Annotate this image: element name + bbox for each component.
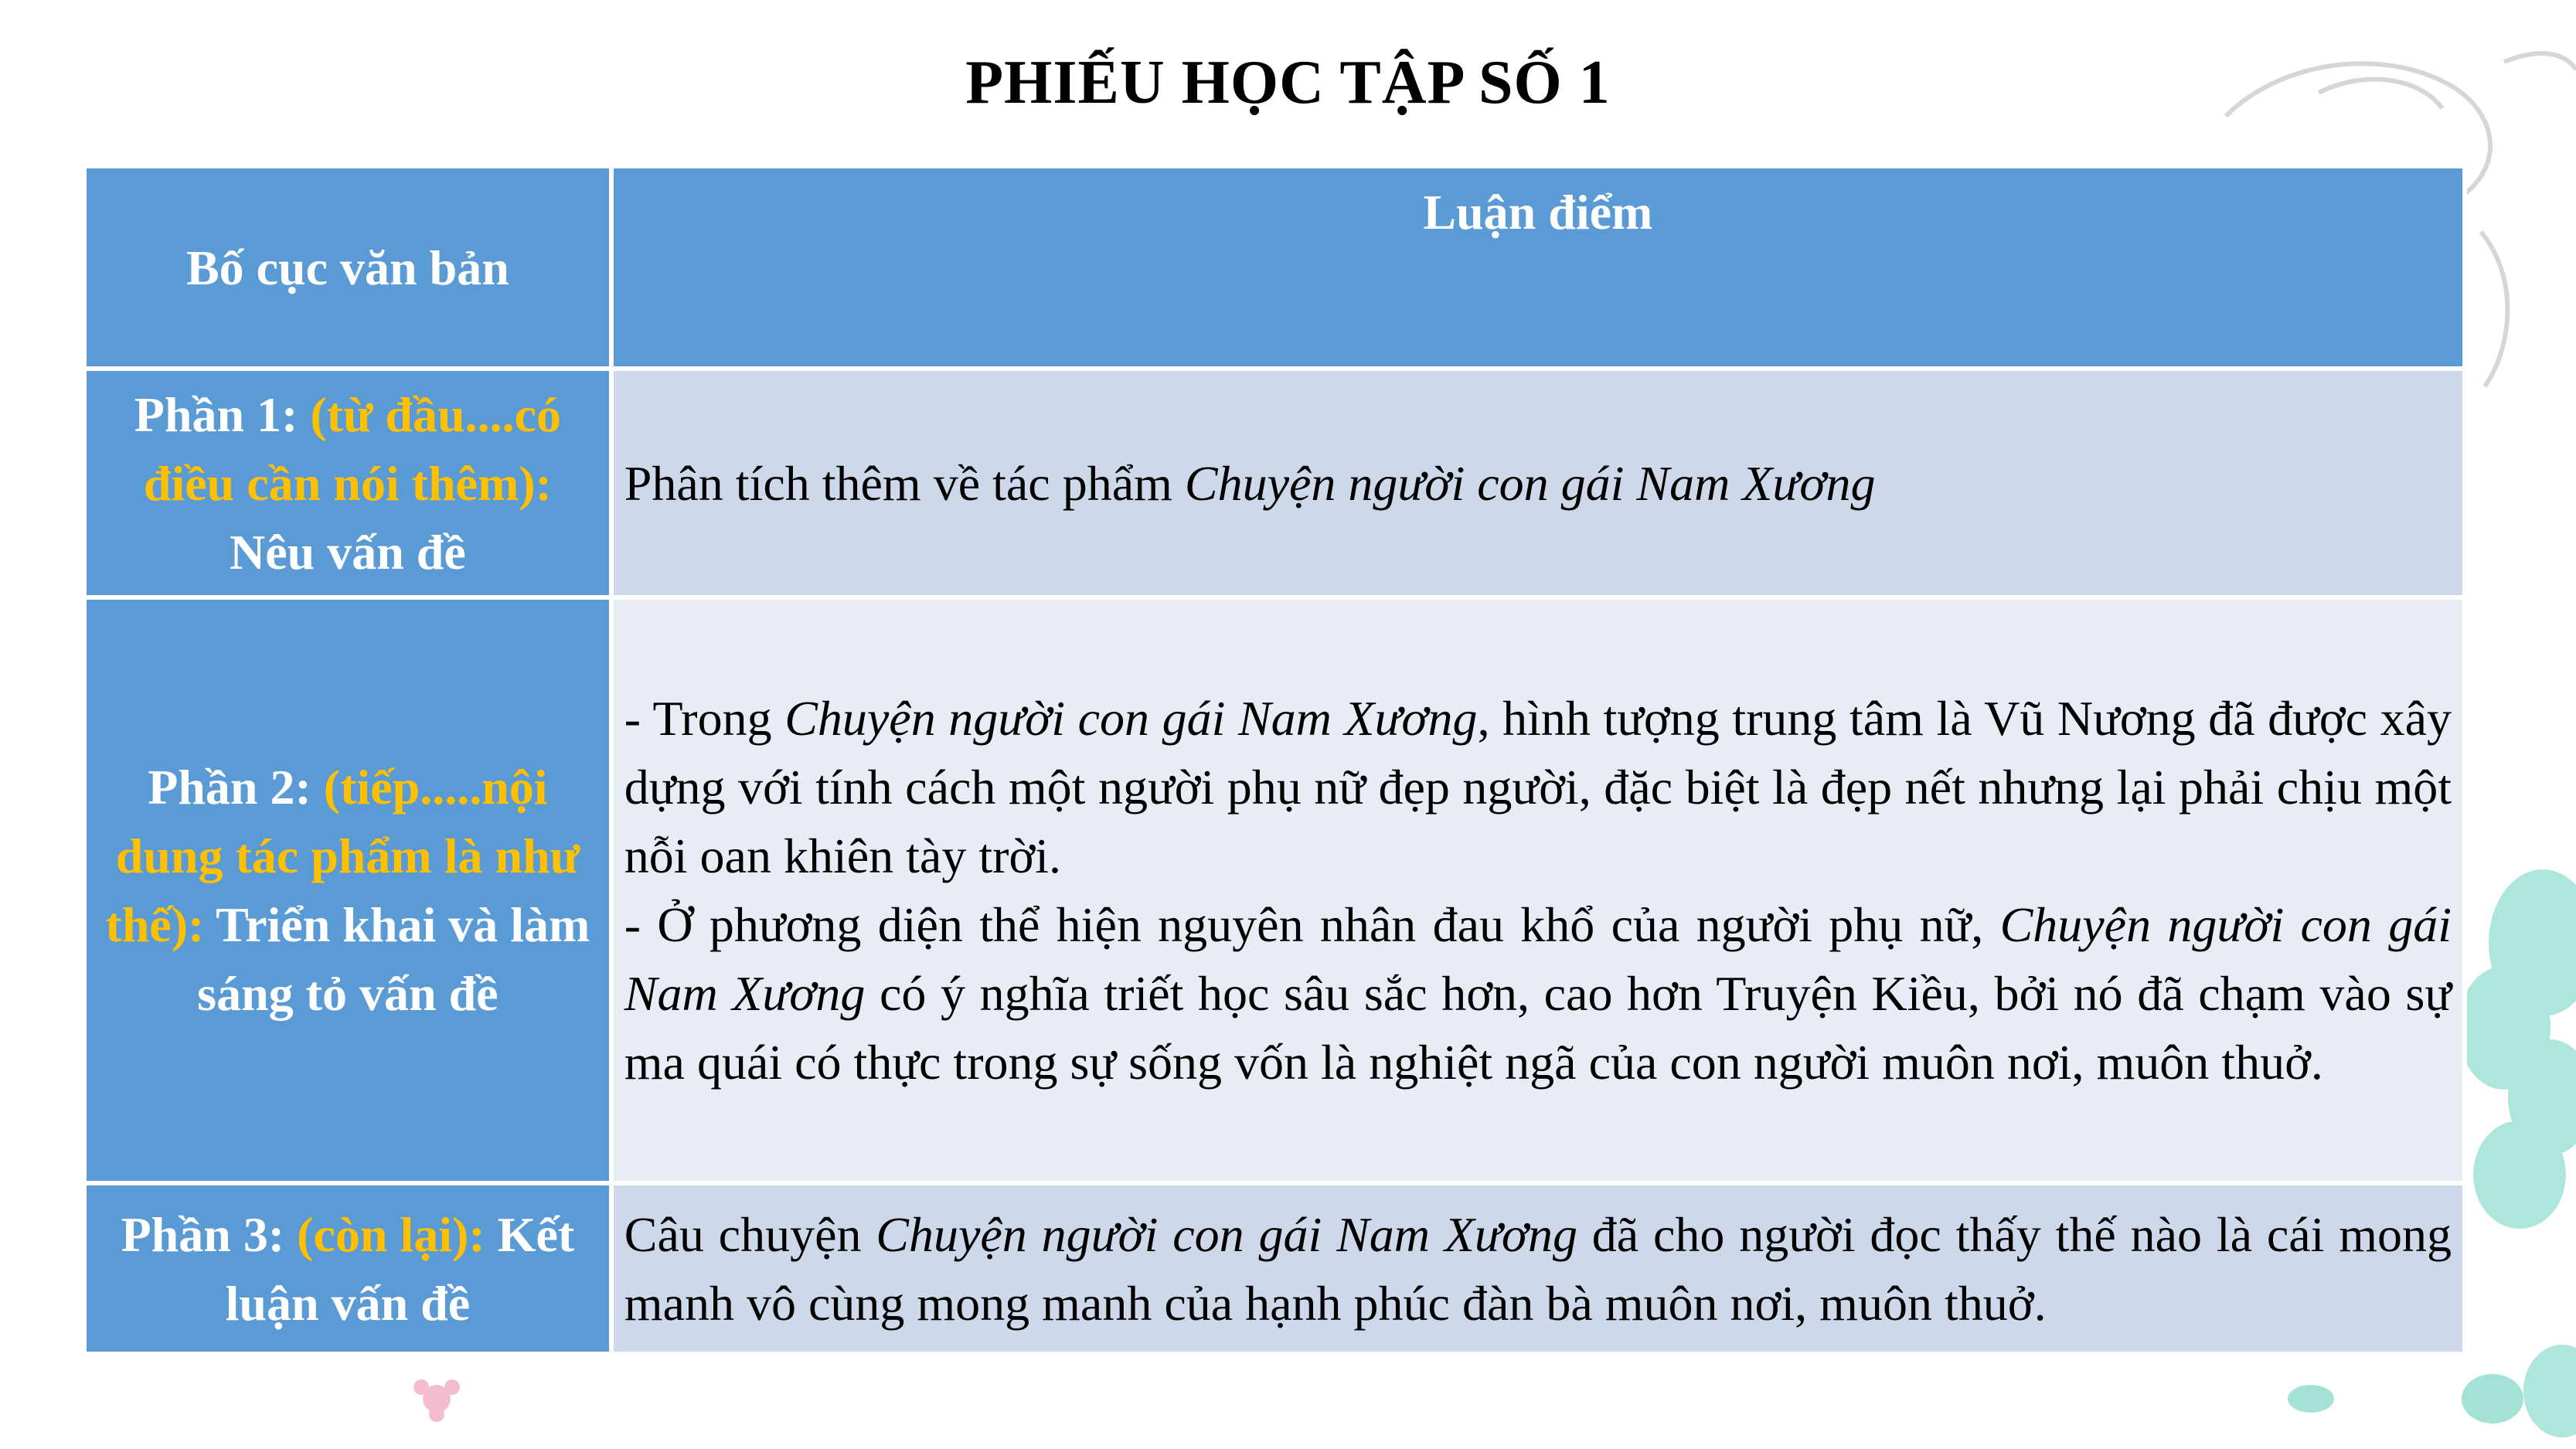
- paragraph-text: - Trong: [624, 691, 785, 746]
- table-row: [84, 369, 2465, 597]
- part-3-content: [611, 1183, 2465, 1354]
- paragraph-2: [624, 890, 2452, 1097]
- part-desc: Nêu vấn đề: [229, 524, 466, 580]
- work-title: Chuyện người con gái Nam Xương: [1184, 455, 1876, 511]
- part-desc: Triển khai và làm sáng tỏ vấn đề: [197, 897, 590, 1021]
- header-structure: Bố cục văn bản: [84, 166, 611, 369]
- content-text: Câu chuyện: [624, 1206, 876, 1262]
- part-1-content: [611, 369, 2465, 597]
- part-2-cell: [84, 597, 611, 1183]
- work-title: Chuyện người con gái Nam Xương: [624, 897, 2452, 1021]
- part-3-cell: [84, 1183, 611, 1354]
- part-range: (tiếp.....nội dung tác phẩm là như thế):: [105, 760, 580, 952]
- part-2-content: [611, 597, 2465, 1183]
- table-header-row: [84, 166, 2465, 369]
- part-label: Phần 1:: [134, 386, 298, 442]
- page-title: PHIẾU HỌC TẬP SỐ 1: [965, 49, 1611, 117]
- paragraph-text: , hình tượng trung tâm là Vũ Nương đã được xây dựng với tính cách một người phụ nữ đẹp người, đặc biệt là đẹp nết nhưng lại phải chịu một nỗi oan khiên tày trời.: [624, 691, 2452, 883]
- paragraph-text: - Ở phương diện thể hiện nguyên nhân đau khổ của người phụ nữ,: [624, 897, 2000, 952]
- content-text: đã cho người đọc thấy thế nào là cái mong manh vô cùng mong manh của hạnh phúc đàn bà muôn nơi, muôn thuở.: [624, 1206, 2452, 1331]
- part-range: (còn lại):: [297, 1206, 485, 1262]
- part-1-cell: [84, 369, 611, 597]
- paragraph-1: [624, 684, 2452, 890]
- study-sheet-table: [82, 164, 2467, 1356]
- part-label: Phần 3:: [121, 1206, 285, 1262]
- content-text: Phân tích thêm về tác phẩm: [624, 455, 1185, 511]
- part-label: Phần 2:: [148, 760, 311, 815]
- work-title: Chuyện người con gái Nam Xương: [876, 1206, 1577, 1262]
- paragraph-text: có ý nghĩa triết học sâu sắc hơn, cao hơn Truyện Kiều, bởi nó đã chạm vào sự ma quái có thực trong sự sống vốn là nghiệt ngã của con người muôn nơi, muôn thuở.: [624, 966, 2452, 1090]
- part-range: (từ đầu....có điều cần nói thêm):: [143, 386, 561, 511]
- table-row: [84, 597, 2465, 1183]
- work-title: Chuyện người con gái Nam Xương: [784, 691, 1478, 746]
- part-desc: Kết luận vấn đề: [225, 1206, 575, 1331]
- header-argument: Luận điểm: [611, 166, 2465, 369]
- table-row: [84, 1183, 2465, 1354]
